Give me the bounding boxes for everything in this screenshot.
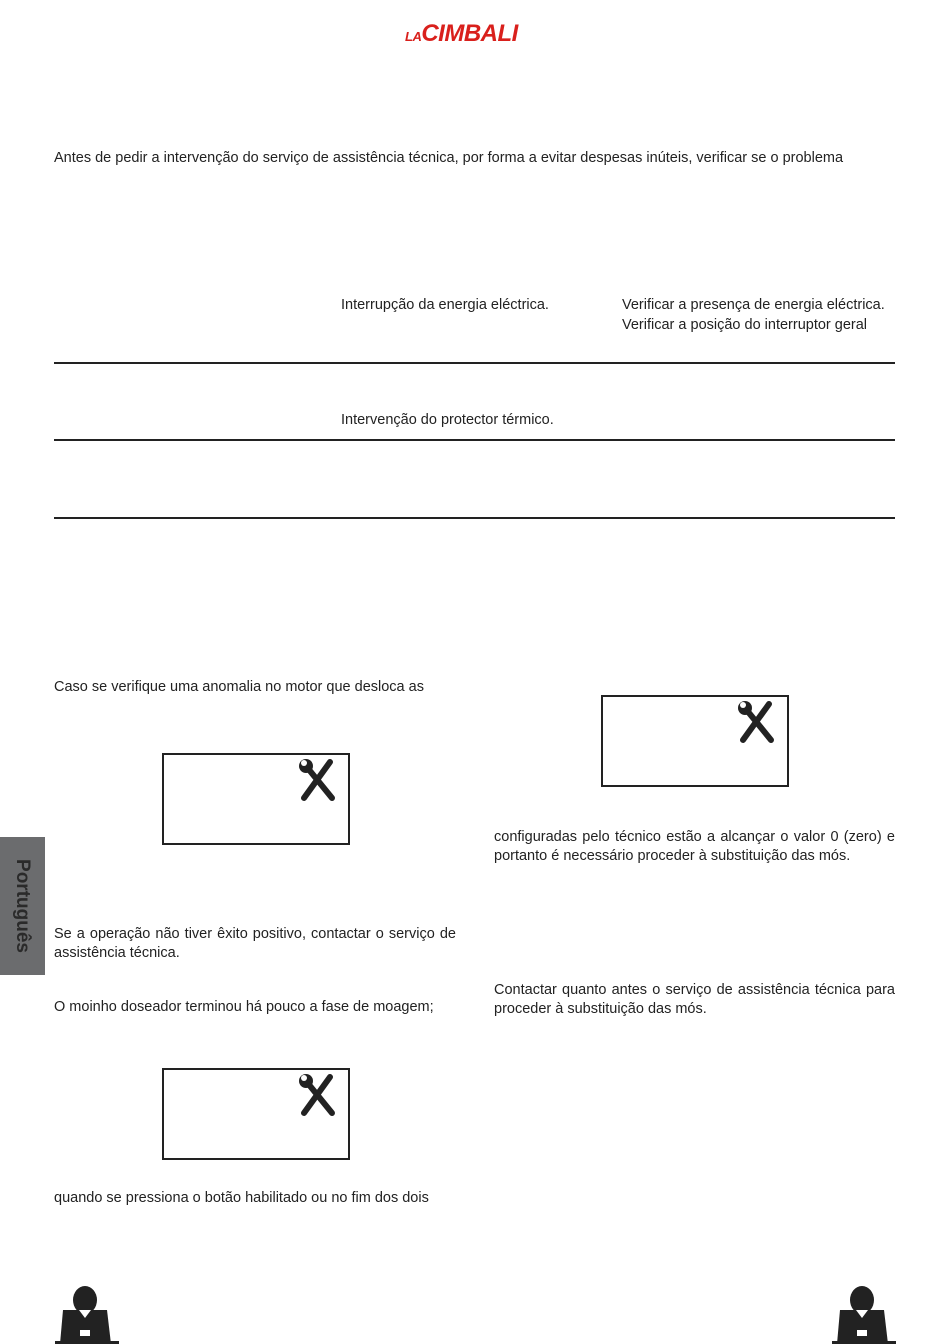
- left-paragraph-1: Caso se verifique uma anomalia no motor que desloca as: [54, 679, 424, 695]
- right-paragraph-2: Contactar quanto antes o serviço de assistência técnica para proceder à substituição das mós.: [494, 982, 895, 1017]
- left-paragraph-4: quando se pressiona o botão habilitado ou no fim dos dois: [54, 1190, 429, 1206]
- table-divider: [54, 439, 895, 441]
- display-box: [162, 1068, 350, 1160]
- wrench-screwdriver-icon: [298, 758, 338, 804]
- cause-2: Intervenção do protector térmico.: [341, 412, 554, 428]
- display-box: [601, 695, 789, 787]
- cause-1: Interrupção da energia eléctrica.: [341, 297, 549, 313]
- waiter-icon: [55, 1286, 119, 1344]
- left-paragraph-2: Se a operação não tiver êxito positivo, contactar o serviço de assistência técnica.: [54, 926, 456, 961]
- language-tab: Português: [0, 837, 45, 975]
- wrench-screwdriver-icon: [298, 1073, 338, 1119]
- right-paragraph-1: configuradas pelo técnico estão a alcançar o valor 0 (zero) e portanto é necessário proceder à substituição das mós.: [494, 829, 895, 864]
- table-divider: [54, 517, 895, 519]
- brand-logo: LACIMBALI: [405, 20, 518, 47]
- wrench-screwdriver-icon: [737, 700, 777, 746]
- remedy-1a: Verificar a presença de energia eléctrica.: [622, 297, 885, 313]
- table-divider: [54, 362, 895, 364]
- display-box: [162, 753, 350, 845]
- left-paragraph-3: O moinho doseador terminou há pouco a fase de moagem;: [54, 999, 434, 1015]
- waiter-icon: [832, 1286, 896, 1344]
- remedy-1b: Verificar a posição do interruptor geral: [622, 317, 868, 333]
- intro-text: Antes de pedir a intervenção do serviço de assistência técnica, por forma a evitar despesas inúteis, verificar se o problema: [54, 150, 844, 166]
